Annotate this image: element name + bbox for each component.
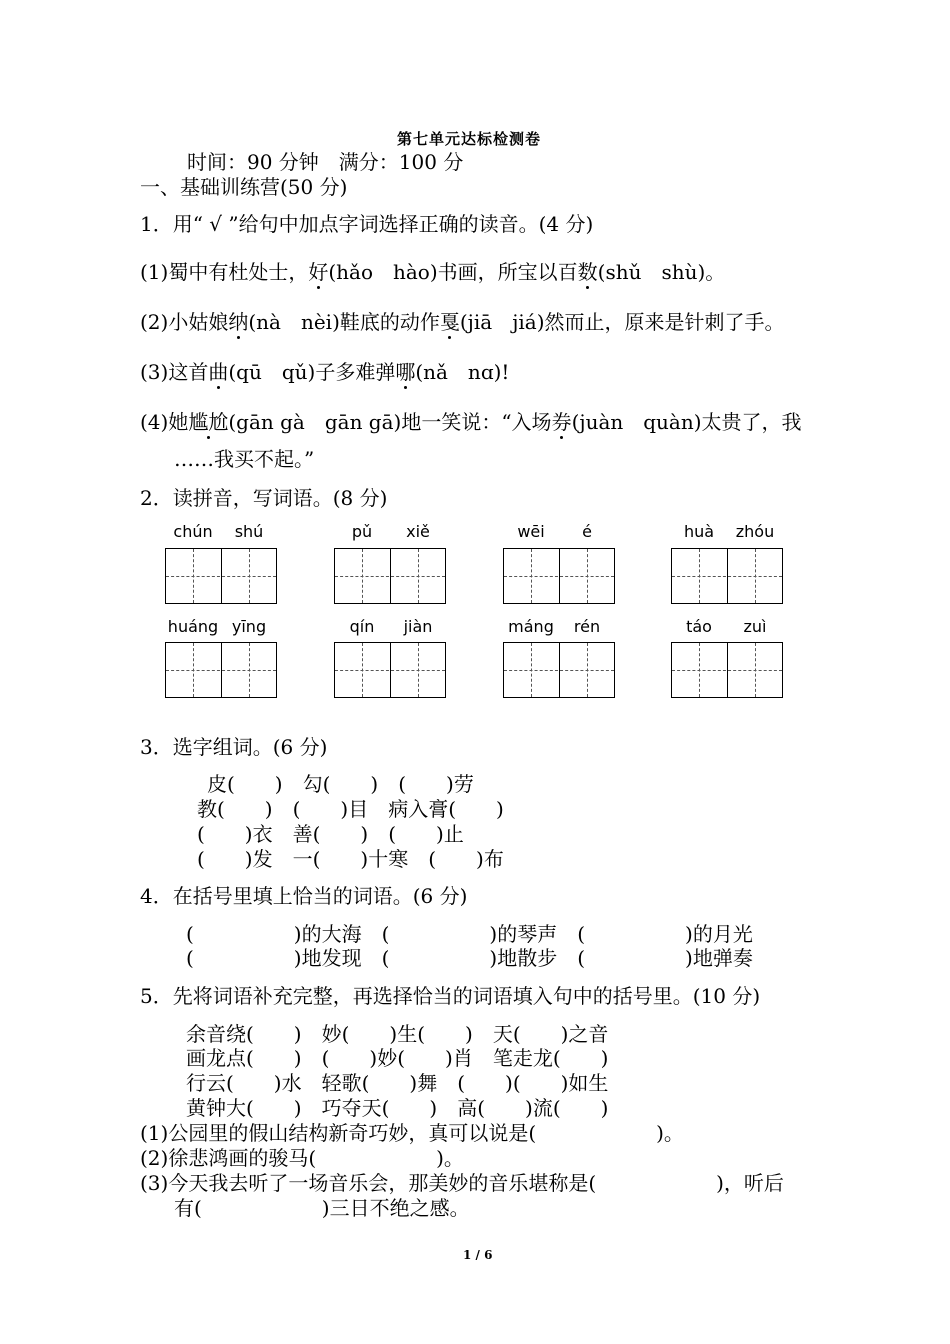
- pinyin-label: é: [582, 522, 592, 541]
- pinyin-label: yīng: [231, 617, 267, 636]
- pinyin-label: shú: [234, 522, 264, 541]
- q5-sentence-3-cont: 有( )三日不绝之感。: [174, 1196, 470, 1220]
- q3-line-1: 皮( ) 勾( ) ( )劳: [207, 772, 474, 796]
- q5-heading: 5．先将词语补充完整，再选择恰当的词语填入句中的括号里。(10 分): [140, 984, 761, 1008]
- q5-line-1: 余音绕( ) 妙( )生( ) 天( )之音: [186, 1022, 609, 1046]
- pinyin-label: táo: [686, 617, 712, 636]
- q5-sentence-3: (3)今天我去听了一场音乐会，那美妙的音乐堪称是( )，听后: [140, 1171, 784, 1195]
- q5-line-3: 行云( )水 轻歌( )舞 ( )( )如生: [186, 1071, 609, 1095]
- q4-line-1: ( )的大海 ( )的琴声 ( )的月光: [186, 922, 753, 946]
- pinyin-label: zuì: [743, 617, 767, 636]
- pinyin-label: wēi: [517, 522, 545, 541]
- writing-box[interactable]: [671, 642, 783, 698]
- q1-sentence-3: (3)这首曲(qū qǔ)子多难弹哪(nǎ nɑ)!: [140, 360, 510, 384]
- writing-box[interactable]: [334, 548, 446, 604]
- q1-sentence-1: (1)蜀中有杜处士，好(hǎo hào)书画，所宝以百数(shǔ shù)。: [140, 260, 726, 284]
- pinyin-label: xiě: [406, 522, 430, 541]
- writing-box[interactable]: [503, 642, 615, 698]
- writing-box[interactable]: [671, 548, 783, 604]
- q2-heading: 2．读拼音，写词语。(8 分): [140, 486, 388, 510]
- pinyin-label: zhóu: [735, 522, 775, 541]
- q1-heading: 1．用“ √ ”给句中加点字词选择正确的读音。(4 分): [140, 212, 594, 236]
- pinyin-label: rén: [573, 617, 601, 636]
- q1-sentence-2: (2)小姑娘纳(nà nèi)鞋底的动作戛(jiā jiá)然而止，原来是针刺了手。: [140, 310, 785, 334]
- q5-sentence-2: (2)徐悲鸿画的骏马( )。: [140, 1146, 464, 1170]
- q4-heading: 4．在括号里填上恰当的词语。(6 分): [140, 884, 468, 908]
- q4-line-2: ( )地发现 ( )地散步 ( )地弹奏: [186, 946, 753, 970]
- pinyin-label: chún: [173, 522, 213, 541]
- pinyin-label: jiàn: [403, 617, 433, 636]
- q3-line-2: 教( ) ( )目 病入膏( ): [197, 797, 504, 821]
- q5-line-4: 黄钟大( ) 巧夺天( ) 高( )流( ): [186, 1096, 609, 1120]
- q5-line-2: 画龙点( ) ( )妙( )肖 笔走龙( ): [186, 1046, 609, 1070]
- writing-box[interactable]: [165, 642, 277, 698]
- pinyin-label: huáng: [167, 617, 219, 636]
- pinyin-label: máng: [508, 617, 554, 636]
- pinyin-label: pǔ: [351, 522, 373, 541]
- exam-meta: 时间：90 分钟 满分：100 分: [187, 150, 464, 174]
- pinyin-label: qín: [349, 617, 375, 636]
- q1-sentence-4: (4)她尴尬(gān gà gān gā)地一笑说：“入场券(juàn quàn)太贵了，我: [140, 410, 802, 434]
- q5-sentence-1: (1)公园里的假山结构新奇巧妙，真可以说是( )。: [140, 1121, 684, 1145]
- writing-box[interactable]: [503, 548, 615, 604]
- page-number: 1 / 6: [463, 1248, 493, 1262]
- q3-heading: 3．选字组词。(6 分): [140, 735, 328, 759]
- q3-line-4: ( )发 一( )十寒 ( )布: [197, 847, 504, 871]
- q1-sentence-4-cont: ……我买不起。”: [174, 447, 315, 471]
- pinyin-label: huà: [683, 522, 715, 541]
- writing-box[interactable]: [165, 548, 277, 604]
- page-title: 第七单元达标检测卷: [397, 130, 542, 148]
- section-heading: 一、基础训练营(50 分): [140, 175, 348, 199]
- writing-box[interactable]: [334, 642, 446, 698]
- q3-line-3: ( )衣 善( ) ( )止: [197, 822, 464, 846]
